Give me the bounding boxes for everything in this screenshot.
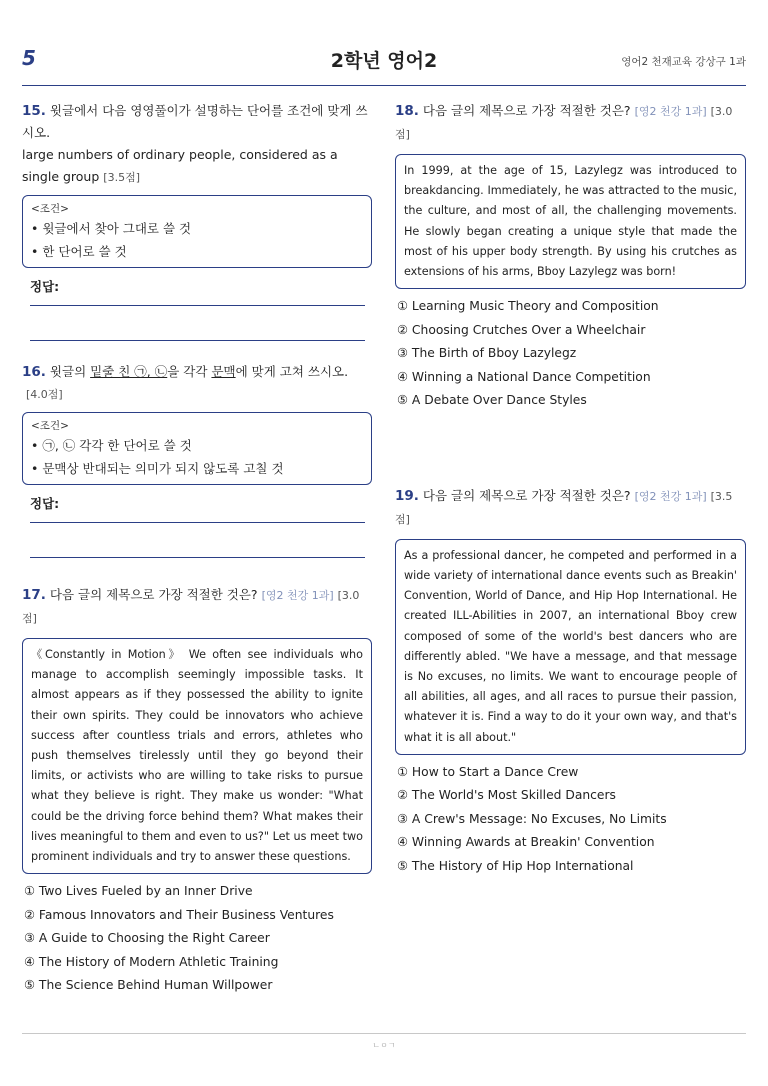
choice-2[interactable]: ② Famous Innovators and Their Business Ventures (24, 907, 334, 922)
question-prompt: 다음 글의 제목으로 가장 적절한 것은? (422, 487, 631, 503)
reading-passage: 《Constantly in Motion》 We often see individuals who manage to accomplish seemingly impossible tasks. It almost appears as if they possessed the ability to ignite their own spirits. They could be innovators who achieve success after countless trials and errors, athletes who push themselves tirelessly until they go beyond their limits, or activists who are willing to take risks to pursue what they believe is right. They make us wonder: "What could be the driving force behind them? What makes their lives meaningful to them and even to us?" Let us meet two prominent individuals and try to answer these questions. (22, 638, 372, 874)
choice-5[interactable]: ⑤ A Debate Over Dance Styles (397, 393, 587, 408)
reading-passage: In 1999, at the age of 15, Lazylegz was introduced to breakdancing. Immediately, he was attracted to the music, the culture, and most of all, the challenging movements. He slowly began creating a unique style that made the most of his upper body strength. By using his crutches as extensions of his arms, Bboy Lazylegz was born! (395, 154, 746, 289)
footer-divider (22, 1033, 746, 1034)
question-number: 16. (22, 364, 46, 380)
condition-item: • 윗글에서 찾아 그대로 쓸 것 (31, 217, 363, 240)
answer-line[interactable] (30, 296, 365, 306)
question-number: 18. (395, 103, 419, 119)
choice-3[interactable]: ③ A Crew's Message: No Excuses, No Limits (397, 811, 667, 826)
choice-2[interactable]: ② Choosing Crutches Over a Wheelchair (397, 322, 646, 337)
condition-item: • ㉠, ㉡ 각각 한 단어로 쓸 것 (31, 434, 363, 457)
question-prompt: 다음 글의 제목으로 가장 적절한 것은? (49, 587, 258, 602)
question-number: 19. (395, 487, 419, 504)
question-prompt: 다음 글의 제목으로 가장 적절한 것은? (422, 103, 631, 118)
condition-title: <조건> (31, 203, 69, 215)
question-points: [3.0점] (395, 105, 733, 141)
condition-box (22, 195, 372, 268)
question-source: [영2 천강 1과] (634, 105, 707, 118)
definition-text: large numbers of ordinary people, considered as a single group (22, 147, 338, 184)
question-points: [4.0점] (26, 388, 63, 401)
question-19 (395, 485, 746, 879)
choice-1[interactable]: ① Learning Music Theory and Composition (397, 299, 659, 314)
choice-1[interactable]: ① How to Start a Dance Crew (397, 764, 579, 779)
answer-choices (22, 880, 372, 998)
condition-box (22, 412, 372, 485)
answer-line[interactable] (30, 523, 365, 558)
footer-text: ㄴㅇㄱ (372, 1041, 396, 1050)
condition-item: • 문맥상 반대되는 의미가 되지 않도록 고칠 것 (31, 457, 363, 480)
left-column (22, 100, 372, 998)
question-18 (395, 100, 746, 413)
answer-line[interactable] (30, 306, 365, 341)
choice-4[interactable]: ④ Winning a National Dance Competition (397, 369, 651, 384)
page-number: 5 (22, 46, 36, 70)
underlined-text: 밑줄 친 ㉠, ㉡ (90, 364, 168, 379)
question-number: 15. (22, 103, 46, 119)
answer-label: 정답: (30, 279, 60, 294)
answer-choices (395, 295, 746, 413)
choice-3[interactable]: ③ A Guide to Choosing the Right Career (24, 931, 270, 946)
question-prompt: 윗글에서 다음 영영풀이가 설명하는 단어를 조건에 맞게 쓰시오. (22, 103, 368, 140)
page-header (22, 44, 746, 86)
question-17 (22, 584, 372, 998)
choice-5[interactable]: ⑤ The Science Behind Human Willpower (24, 978, 273, 993)
answer-line[interactable] (30, 513, 365, 523)
question-source: [영2 천강 1과] (634, 489, 707, 503)
choice-4[interactable]: ④ Winning Awards at Breakin' Convention (397, 835, 655, 850)
question-number: 17. (22, 587, 46, 603)
answer-label: 정답: (30, 496, 60, 511)
question-16 (22, 361, 372, 558)
choice-5[interactable]: ⑤ The History of Hip Hop International (397, 858, 634, 873)
choice-2[interactable]: ② The World's Most Skilled Dancers (397, 788, 616, 803)
choice-3[interactable]: ③ The Birth of Bboy Lazylegz (397, 346, 577, 361)
page-title: 2학년 영어2 (330, 50, 438, 72)
reading-passage: As a professional dancer, he competed and performed in a wide variety of international dance events such as Breakin' Convention, World of Dance, and Hip Hop International. He created ILL-Abilities in 2007, an international Bboy crew composed of some of the world's best dancers who are differently abled. "We have a message, and that message is No excuses, no limits. We want to encourage people of all abilities, all ages, and all races to pursue their passion, whatever it is. Find a way to do it your own way, and that's what it is all about." (395, 539, 746, 755)
underlined-text: 문맥 (211, 364, 236, 379)
question-points: [3.5점] (103, 171, 140, 184)
question-15 (22, 100, 372, 341)
condition-item: • 한 단어로 쓸 것 (31, 240, 363, 263)
question-prompt-part: 을 각각 (167, 364, 212, 379)
choice-4[interactable]: ④ The History of Modern Athletic Training (24, 954, 279, 969)
page-subtitle: 영어2 천재교육 강상구 1과 (621, 56, 746, 68)
answer-choices (395, 761, 746, 879)
question-points: [3.5점] (395, 489, 733, 526)
choice-1[interactable]: ① Two Lives Fueled by an Inner Drive (24, 884, 253, 899)
right-column (395, 100, 746, 878)
question-prompt-part: 윗글의 (49, 364, 91, 379)
question-prompt-part: 에 맞게 고쳐 쓰시오. (235, 364, 349, 379)
question-points: [3.0점] (22, 589, 360, 625)
condition-title: <조건> (31, 420, 69, 432)
question-source: [영2 천강 1과] (261, 589, 334, 602)
